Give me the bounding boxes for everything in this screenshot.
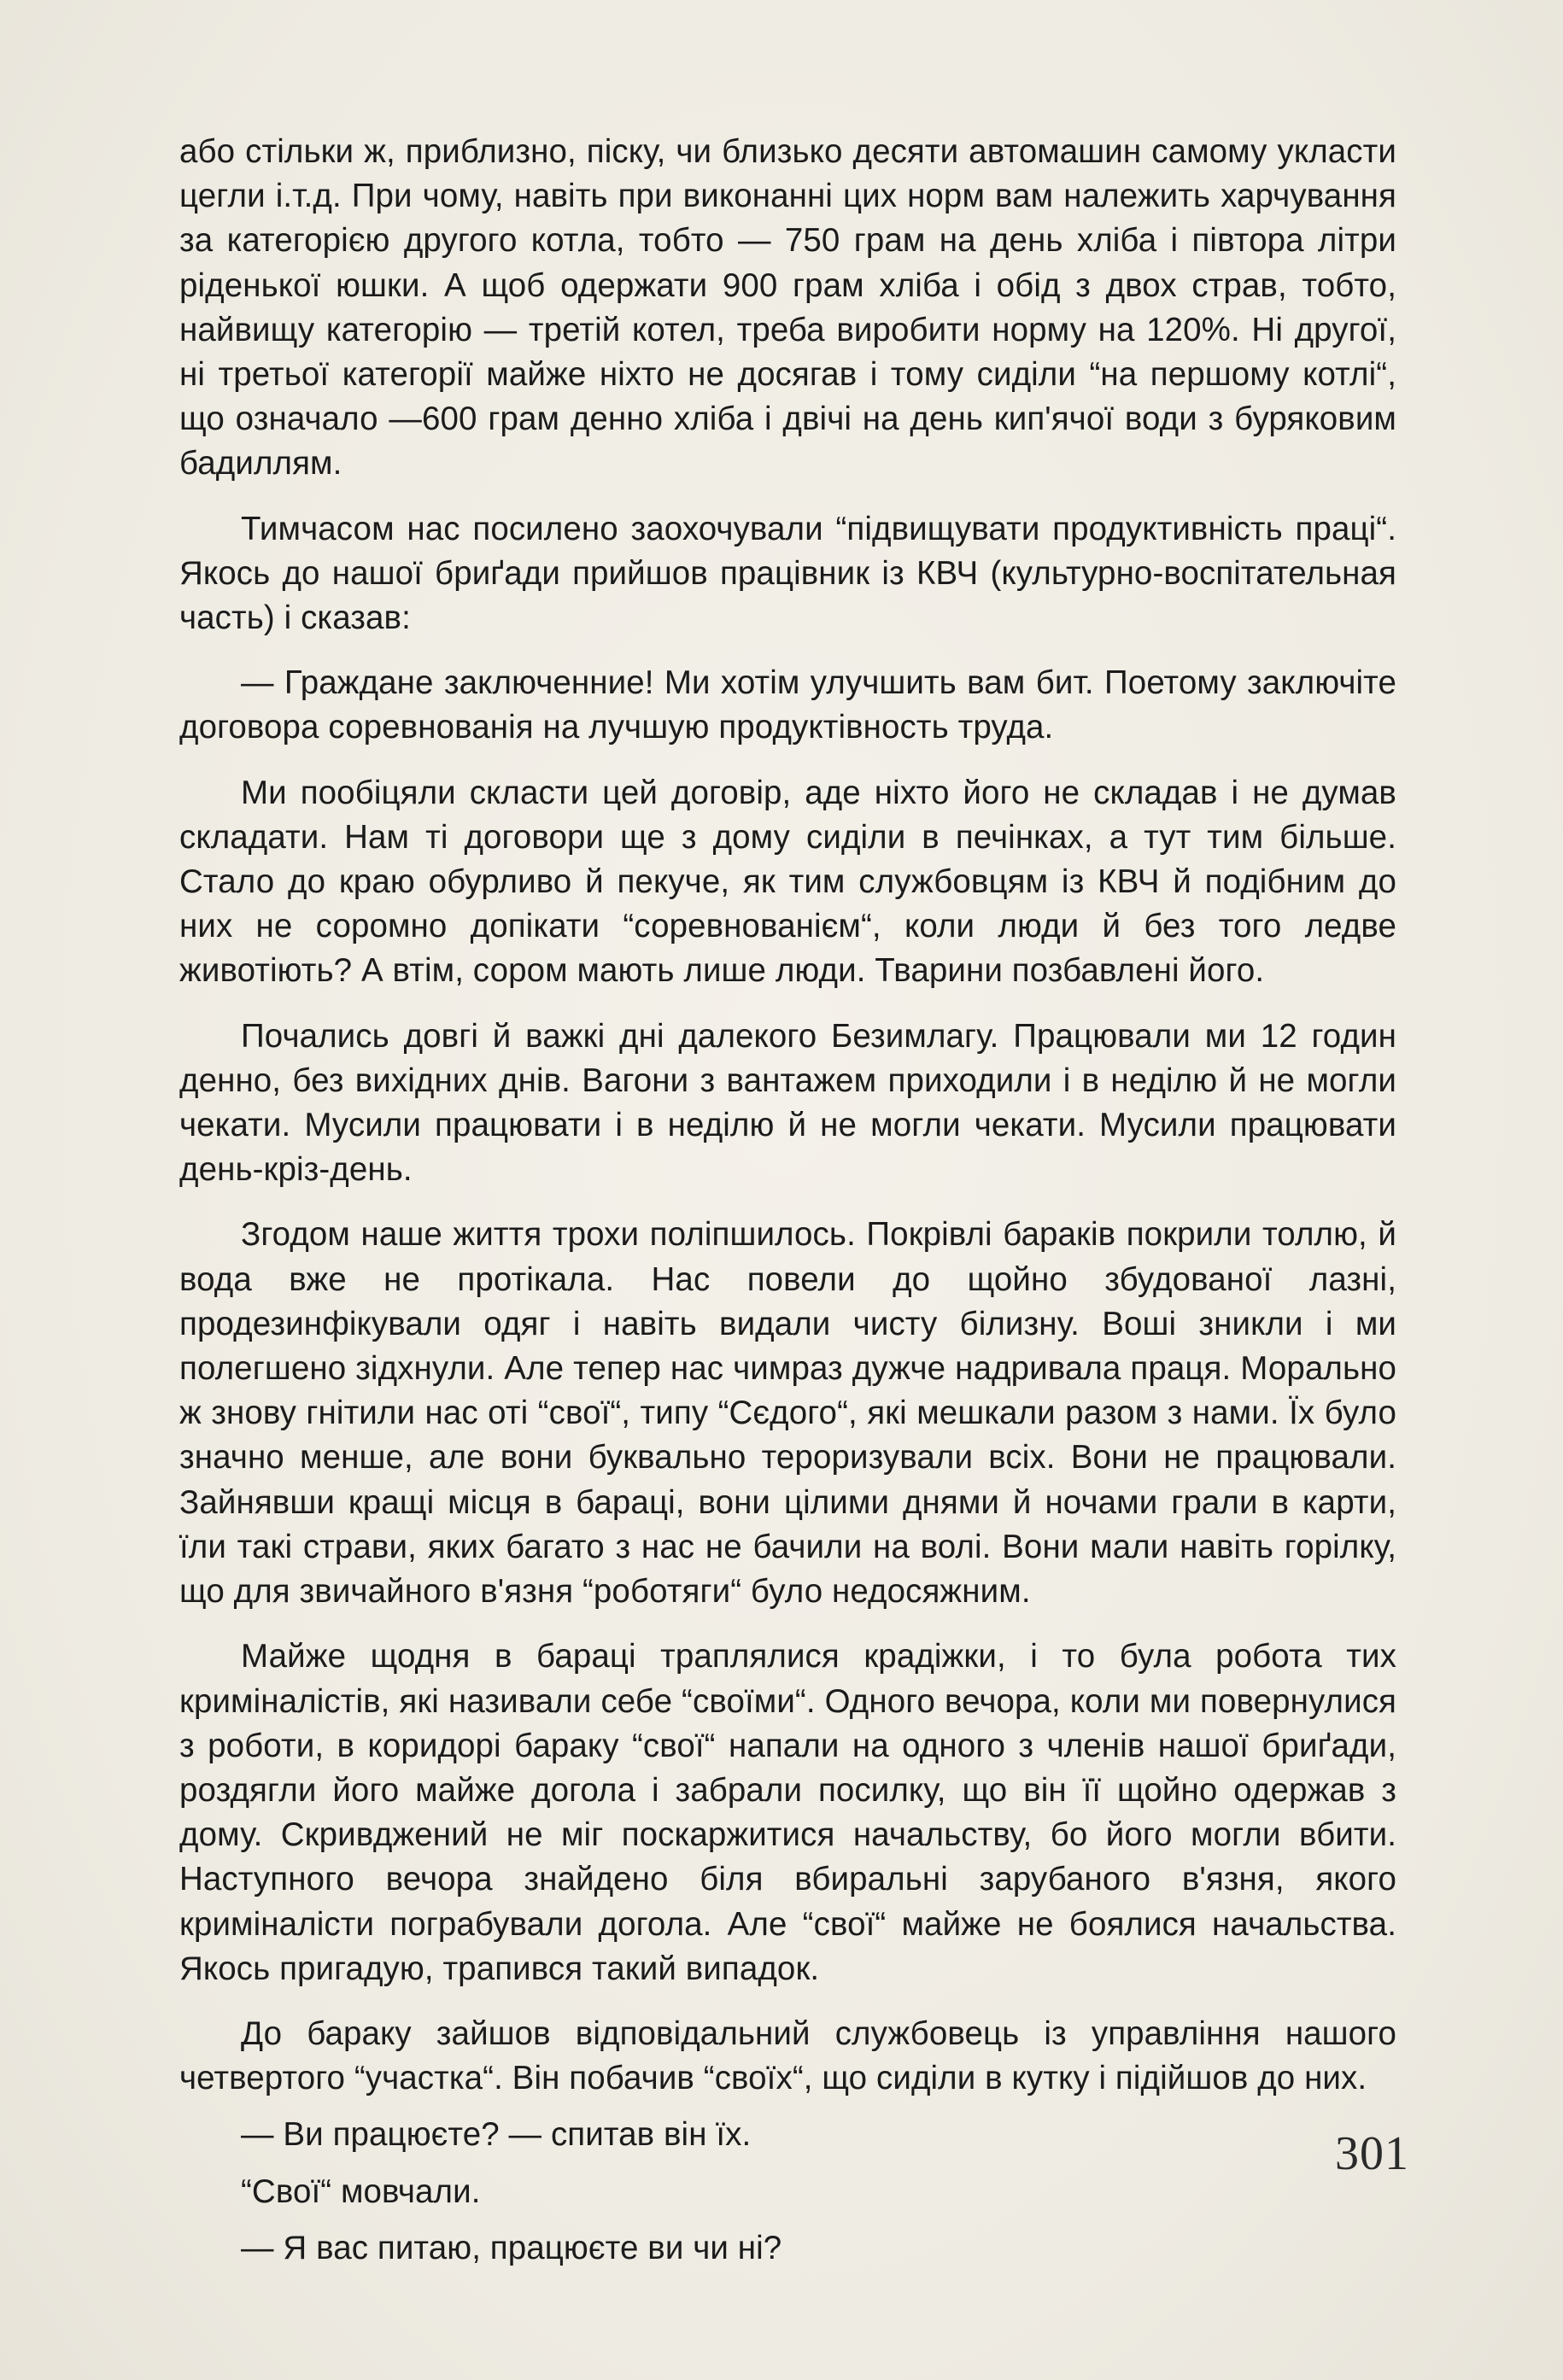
paragraph: Почались довгі й важкі дні далекого Безимлагу. Працювали ми 12 годин денно, без вихідних днів. Вагони з вантажем приходили і в неділю й не могли чекати. Мусили працювати і в неділю й не могли чекати. Мусили працювати день-кріз-день.: [179, 1017, 1396, 1189]
paragraph-dialogue: — Ви працюєте? — спитав він їх.: [241, 2116, 752, 2154]
paragraph-dialogue: — Граждане заключенние! Ми хотім улучшить вам бит. Поетому заключіте договора соревнованія на лучшую продуктівность труда.: [179, 664, 1396, 746]
page-number: 301: [1335, 2127, 1409, 2180]
paragraph: Тимчасом нас посилено заохочували “підвищувати продуктивність праці“. Якось до нашої бриґади прийшов працівник із КВЧ (культурно-воспітательная часть) і сказав:: [179, 510, 1396, 637]
paragraph: До бараку зайшов відповідальний службовець із управління нашого четвертого “участка“. Він побачив “своїх“, що сиділи в кутку і підійшов до них.: [179, 2015, 1396, 2097]
body-text: [179, 130, 1396, 2271]
paragraph-dialogue: — Я вас питаю, працюєте ви чи ні?: [241, 2229, 782, 2266]
paragraph: Ми пообіцяли скласти цей договір, аде ніхто його не складав і не думав складати. Нам ті договори ще з дому сиділи в печінках, а тут тим більше. Стало до краю обурливо й пекуче, як тим службовцям із КВЧ й подібним до них не соромно допікати “соревнованієм“, коли люди й без того ледве животіють? А втім, сором мають лише люди. Тварини позбавлені його.: [179, 774, 1396, 990]
paragraph-dialogue: “Свої“ мовчали.: [241, 2172, 481, 2210]
paragraph-continuation: або стільки ж, приблизно, піску, чи близько десяти автомашин самому укласти цегли і.т.д. При чому, навіть при виконанні цих норм вам належить харчування за категорією другого котла, тобто — 750 грам на день хліба і півтора літри ріденької юшки. А щоб одержати 900 грам хліба і обід з двох страв, тобто, найвищу категорію — третій котел, треба виробити норму на 120%. Ні другої, ні третьої категорії майже ніхто не досягав і тому сиділи “на першому котлі“, що означало —600 грам денно хліба і двічі на день кип'ячої води з буряковим бадиллям.: [179, 133, 1396, 482]
paragraph: Майже щодня в бараці траплялися крадіжки, і то була робота тих криміналістів, які називали себе “своїми“. Одного вечора, коли ми повернулися з роботи, в коридорі бараку “свої“ напали на одного з членів нашої бриґади, роздягли його майже догола і забрали посилку, що він її щойно одержав з дому. Скривджений не міг поскаржитися начальству, бо його могли вбити. Наступного вечора знайдено біля вбиральні зарубаного в'язня, якого криміналісти пограбували догола. Але “свої“ майже не боялися начальства. Якось пригадую, трапився такий випадок.: [179, 1638, 1396, 1987]
paragraph: Згодом наше життя трохи поліпшилось. Покрівлі бараків покрили толлю, й вода вже не протікала. Нас повели до щойно збудованої лазні, продезинфікували одяг і навіть видали чисту білизну. Воші зникли і ми полегшено зідхнули. Але тепер нас чимраз дужче надривала праця. Морально ж знову гнітили нас оті “свої“, типу “Сєдого“, які мешкали разом з нами. Їх було значно менше, але вони буквально тероризували всіх. Вони не працювали. Зайнявши кращі місця в бараці, вони цілими днями й ночами грали в карти, їли такі страви, яких багато з нас не бачили на волі. Вони мали навіть горілку, що для звичайного в'язня “роботяги“ було недосяжним.: [179, 1216, 1396, 1611]
